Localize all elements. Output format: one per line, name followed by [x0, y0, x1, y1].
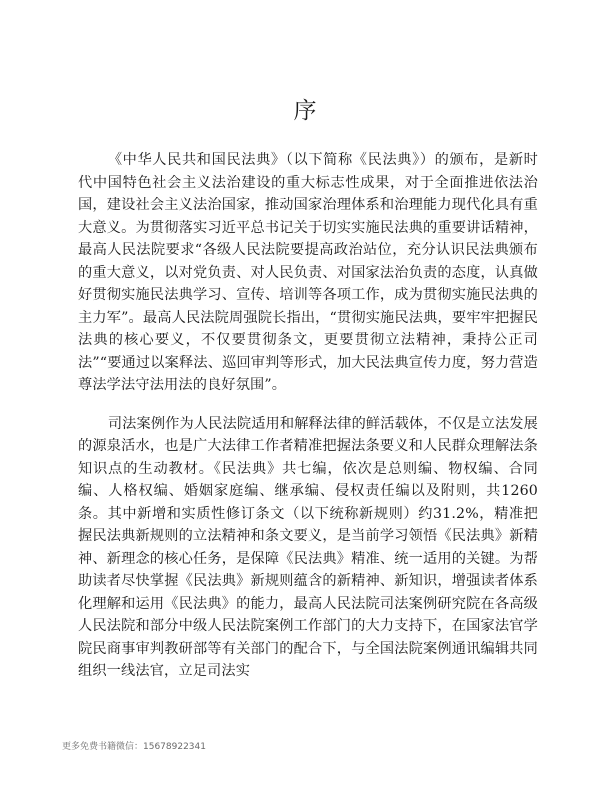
paragraph: 司法案例作为人民法院适用和解释法律的鲜活载体，不仅是立法发展的源泉活水，也是广大法律工作者精准把握法条要义和人民群众理解法条知识点的生动教材。《民法典》共七编，依次是总则编、物权编、合同编、人格权编、婚姻家庭编、继承编、侵权责任编以及附则，共1260条。其中新增和实质性修订条文（以下统称新规则）约31.2%，精准把握民法典新规则的立法精神和条文要义，是当前学习领悟《民法典》新精神、新理念的核心任务，是保障《民法典》精准、统一适用的关键。为帮助读者尽快掌握《民法典》新规则蕴含的新精神、新知识，增强读者体系化理解和运用《民法典》的能力，最高人民法院司法案例研究院在各高级人民法院和部分中级人民法院案例工作部门的大力支持下，在国家法官学院民商事审判教研部等有关部门的配合下，与全国法院案例通讯编辑共同组织一线法官，立足司法实: [78, 415, 538, 679]
paragraph: 《中华人民共和国民法典》（以下简称《民法典》）的颁布，是新时代中国特色社会主义法治建设的重大标志性成果，对于全面推进依法治国，建设社会主义法治国家，推动国家治理体系和治理能力现代化具有重大意义。为贯彻落实习近平总书记关于切实实施民法典的重要讲话精神，最高人民法院要求“各级人民法院要提高政治站位，充分认识民法典颁布的重大意义，以对党负责、对人民负责、对国家法治负责的态度，认真做好贯彻实施民法典学习、宣传、培训等各项工作，成为贯彻实施民法典的主力军”。最高人民法院周强院长指出，“贯彻实施民法典，要牢牢把握民法典的核心要义，不仅要贯彻条文，更要贯彻立法精神，秉持公正司法”“要通过以案释法、巡回审判等形式，加大民法典宣传力度，努力营造尊法学法守法用法的良好氛围”。: [78, 152, 538, 393]
page-title: 序: [293, 98, 319, 124]
body-text: [78, 149, 538, 683]
footer-note: 更多免费书籍微信：15678922341: [62, 742, 206, 752]
